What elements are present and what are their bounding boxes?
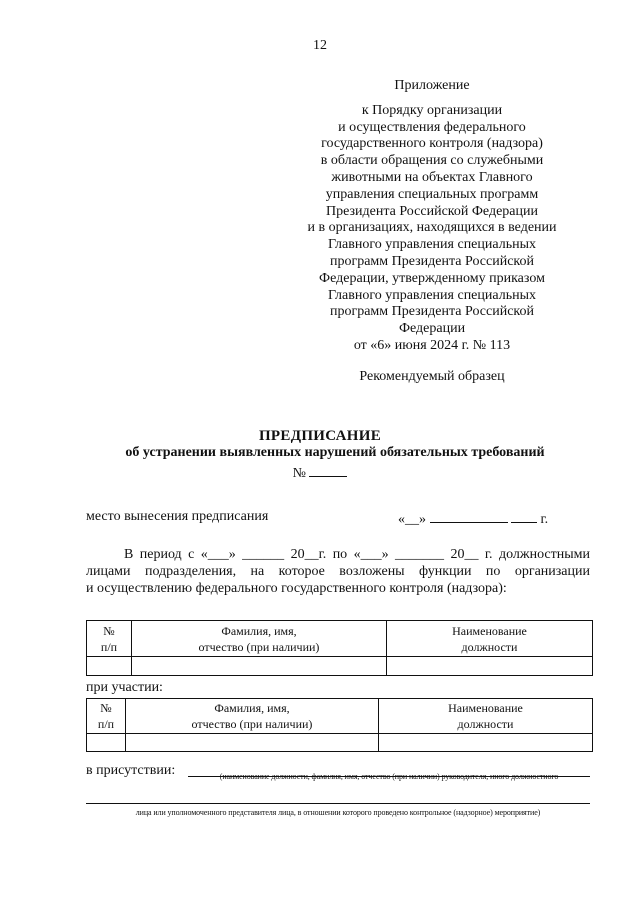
column-header-name: Фамилия, имя, отчество (при наличии): [132, 621, 387, 657]
period-line: лицами подразделения, на которое возложены функции по организации: [86, 564, 590, 580]
table-header-row: [87, 621, 593, 657]
page-number: 12: [313, 38, 327, 53]
column-header-position: Наименование должности: [379, 699, 593, 734]
officials-table: [86, 620, 593, 676]
appendix-line: и в организациях, находящихся в ведении: [307, 220, 557, 236]
number-blank[interactable]: [309, 463, 347, 477]
presence-label: в присутствии:: [86, 763, 176, 778]
number-label: №: [292, 466, 306, 481]
presence-input-line-2[interactable]: [86, 803, 590, 804]
document-title: ПРЕДПИСАНИЕ: [258, 428, 382, 444]
table-row: [87, 657, 593, 676]
date-month-blank[interactable]: [430, 509, 508, 523]
table-cell[interactable]: [379, 734, 593, 752]
table-header-row: [87, 699, 593, 734]
column-header-name: Фамилия, имя, отчество (при наличии): [126, 699, 379, 734]
period-line: В период с «___» ______ 20__г. по «___» _______ 20__ г. должностными: [124, 547, 590, 562]
column-header-number: № п/п: [87, 699, 126, 734]
date-suffix: г.: [540, 512, 549, 527]
period-paragraph: [86, 546, 590, 598]
table-cell[interactable]: [387, 657, 593, 676]
appendix-line: управления специальных программ: [325, 186, 539, 202]
appendix-line: программ Президента Российской: [329, 253, 534, 269]
period-line: и осуществлению федерального государственного контроля (надзора):: [86, 581, 507, 597]
table-cell[interactable]: [126, 734, 379, 752]
date-day: «__»: [398, 512, 426, 527]
appendix-line: к Порядку организации: [361, 102, 503, 118]
column-header-position: Наименование должности: [387, 621, 593, 657]
appendix-line: Федерации: [398, 321, 466, 337]
appendix-heading: Приложение: [394, 78, 470, 93]
participation-label: при участии:: [86, 680, 163, 695]
table-cell[interactable]: [87, 734, 126, 752]
table-cell[interactable]: [87, 657, 132, 676]
appendix-block: [296, 78, 568, 355]
appendix-line: животными на объектах Главного: [331, 169, 533, 185]
participants-table: [86, 698, 593, 752]
appendix-line: Главного управления специальных: [327, 237, 536, 253]
appendix-line: от «6» июня 2024 г. № 113: [353, 337, 511, 353]
presence-hint: (наименование должности, фамилия, имя, отчество (при наличии) руководителя, иного должностного: [219, 772, 559, 781]
place-label: место вынесения предписания: [86, 509, 269, 524]
appendix-line: Главного управления специальных: [327, 287, 536, 303]
appendix-line: Федерации, утвержденному приказом: [319, 270, 545, 286]
date-line: [398, 509, 548, 528]
appendix-line: Президента Российской Федерации: [326, 203, 538, 219]
appendix-line: и осуществления федерального: [338, 119, 526, 135]
table-cell[interactable]: [132, 657, 387, 676]
document-number: [0, 463, 640, 482]
document-subtitle: об устранении выявленных нарушений обязательных требований: [125, 445, 545, 460]
date-year-blank[interactable]: [511, 509, 537, 523]
table-row: [87, 734, 593, 752]
sample-label: Рекомендуемый образец: [359, 369, 505, 384]
appendix-line: государственного контроля (надзора): [321, 136, 543, 152]
appendix-line: программ Президента Российской: [329, 304, 534, 320]
presence-hint-2: лица или уполномоченного представителя лица, в отношении которого проведено контрольное (надзорное) мероприятие): [135, 808, 541, 817]
column-header-number: № п/п: [87, 621, 132, 657]
appendix-line: в области обращения со служебными: [320, 153, 544, 169]
